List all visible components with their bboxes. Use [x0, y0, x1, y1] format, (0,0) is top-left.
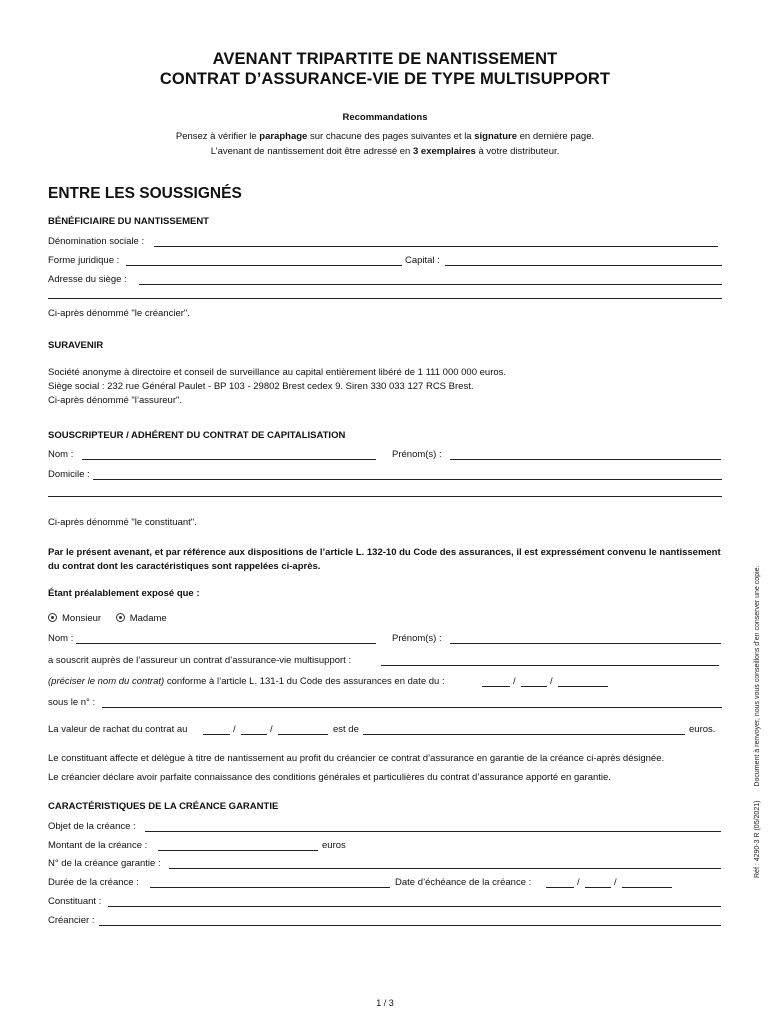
valeur-date-month-field[interactable]: [241, 734, 267, 735]
duree-field[interactable]: [150, 887, 390, 888]
insurer-line-1: Société anonyme à directoire et conseil de surveillance au capital entièrement libéré de 1 111 000 000 euros.: [48, 367, 507, 378]
document-title-line1: AVENANT TRIPARTITE DE NANTISSEMENT: [212, 50, 558, 68]
nom-field[interactable]: [76, 643, 376, 644]
echeance-sep-2: /: [614, 877, 617, 888]
recommendation-line-1: Pensez à vérifier le paraphage sur chacune des pages suivantes et la signature en dernière page.: [175, 131, 595, 142]
insurer-line-3: Ci-après dénommé "l’assureur".: [48, 395, 182, 406]
monsieur-option[interactable]: Monsieur: [48, 613, 101, 624]
creancier-label: Créancier :: [48, 915, 95, 926]
denomination-label: Dénomination sociale :: [48, 236, 145, 247]
nom-label: Nom :: [48, 633, 74, 644]
document-title-line2: CONTRAT D’ASSURANCE-VIE DE TYPE MULTISUPPORT: [159, 70, 611, 88]
madame-option[interactable]: Madame: [116, 613, 167, 624]
valeur-date-day-field[interactable]: [203, 734, 230, 735]
insurer-line-2: Siège social : 232 rue Général Paulet - BP 103 - 29802 Brest cedex 9. Siren 330 033 127 RCS Brest.: [48, 381, 474, 392]
echeance-sep-1: /: [577, 877, 580, 888]
subscriber-prenom-label: Prénom(s) :: [392, 449, 442, 460]
subscriber-nom-field[interactable]: [82, 459, 376, 460]
reference-code: Réf : 4290-3 R (05/2021): [754, 800, 761, 878]
adresse-siege-field[interactable]: [139, 284, 722, 285]
echeance-label: Date d’échéance de la créance :: [395, 877, 532, 888]
date-month-field[interactable]: [521, 686, 547, 687]
adresse-siege-field-line2[interactable]: [48, 298, 722, 299]
creancier-note: Ci-après dénommé "le créancier".: [48, 308, 190, 319]
parties-heading: ENTRE LES SOUSSIGNÉS: [48, 185, 242, 202]
valeur-amount-field[interactable]: [363, 734, 685, 735]
domicile-field[interactable]: [93, 479, 722, 480]
sous-numero-label: sous le n° :: [48, 697, 96, 708]
echeance-day-field[interactable]: [546, 887, 574, 888]
creancier-field[interactable]: [99, 925, 721, 926]
souscrit-label: a souscrit auprès de l’assureur un contrat d’assurance-vie multisupport :: [48, 655, 352, 666]
echeance-year-field[interactable]: [622, 887, 672, 888]
prenom-field[interactable]: [450, 643, 721, 644]
expose-heading: Étant préalablement exposé que :: [48, 588, 200, 599]
subscriber-heading: SOUSCRIPTEUR / ADHÉRENT DU CONTRAT DE CAPITALISATION: [48, 430, 346, 441]
forme-juridique-field[interactable]: [126, 265, 402, 266]
constituant-note: Ci-après dénommé "le constituant".: [48, 517, 197, 528]
date-sep-2: /: [550, 676, 553, 687]
montant-field[interactable]: [158, 850, 318, 851]
contract-name-field[interactable]: [381, 665, 719, 666]
valeur-rachat-label: La valeur de rachat du contrat au: [48, 724, 188, 735]
affectation-text: Le constituant affecte et délègue à titre de nantissement au profit du créancier ce contrat d’assurance en garantie de la créance ci-après désignée.: [48, 753, 665, 764]
side-reference-note: [754, 566, 761, 878]
domicile-field-line2[interactable]: [48, 496, 722, 497]
date-year-field[interactable]: [558, 686, 608, 687]
beneficiary-heading: BÉNÉFICIAIRE DU NANTISSEMENT: [48, 216, 209, 227]
objet-field[interactable]: [145, 831, 721, 832]
denomination-field[interactable]: [154, 246, 718, 247]
capital-label: Capital :: [405, 255, 440, 266]
constituant-field[interactable]: [108, 906, 721, 907]
document-return-note: Document à renvoyer, nous vous conseillons d’en conserver une copie.: [754, 565, 761, 787]
constituant-label: Constituant :: [48, 896, 102, 907]
creance-heading: CARACTÉRISTIQUES DE LA CRÉANCE GARANTIE: [48, 801, 279, 812]
preciser-note: (préciser le nom du contrat): [48, 676, 165, 687]
civility-options: [48, 613, 167, 624]
agreement-intro: Par le présent avenant, et par référence aux dispositions de l’article L. 132-10 du Code des assurances, il est expressément convenu le nantissement du contrat dont les caractéristiques sont rappelées ci-après.: [48, 547, 721, 572]
valeur-date-sep-1: /: [233, 724, 236, 735]
montant-unit: euros: [322, 840, 346, 851]
subscriber-nom-label: Nom :: [48, 449, 74, 460]
valeur-date-year-field[interactable]: [278, 734, 328, 735]
page-number: 1 / 3: [376, 998, 394, 1008]
objet-label: Objet de la créance :: [48, 821, 136, 832]
madame-radio-icon[interactable]: [116, 613, 125, 622]
numero-creance-label: N° de la créance garantie :: [48, 858, 161, 869]
subscriber-prenom-field[interactable]: [450, 459, 721, 460]
recommendations-heading: Recommandations: [342, 112, 428, 123]
date-day-field[interactable]: [482, 686, 510, 687]
prenom-label: Prénom(s) :: [392, 633, 442, 644]
date-sep-1: /: [513, 676, 516, 687]
domicile-label: Domicile :: [48, 469, 90, 480]
montant-label: Montant de la créance :: [48, 840, 148, 851]
est-de-label: est de: [333, 724, 359, 735]
echeance-month-field[interactable]: [585, 887, 611, 888]
monsieur-radio-icon[interactable]: [48, 613, 57, 622]
adresse-siege-label: Adresse du siège :: [48, 274, 127, 285]
declaration-text: Le créancier déclare avoir parfaite connaissance des conditions générales et particulières du contrat d’assurance apporté en garantie.: [48, 772, 611, 783]
valeur-date-sep-2: /: [270, 724, 273, 735]
numero-creance-field[interactable]: [169, 868, 721, 869]
duree-label: Durée de la créance :: [48, 877, 139, 888]
recommendation-line-2: L’avenant de nantissement doit être adressé en 3 exemplaires à votre distributeur.: [210, 146, 560, 157]
forme-juridique-label: Forme juridique :: [48, 255, 120, 266]
contract-number-field[interactable]: [102, 707, 722, 708]
conforme-line: (préciser le nom du contrat) conforme à l’article L. 131-1 du Code des assurances en date du :: [48, 676, 445, 687]
insurer-heading: SURAVENIR: [48, 340, 104, 351]
capital-field[interactable]: [445, 265, 722, 266]
euros-label: euros.: [689, 724, 716, 735]
